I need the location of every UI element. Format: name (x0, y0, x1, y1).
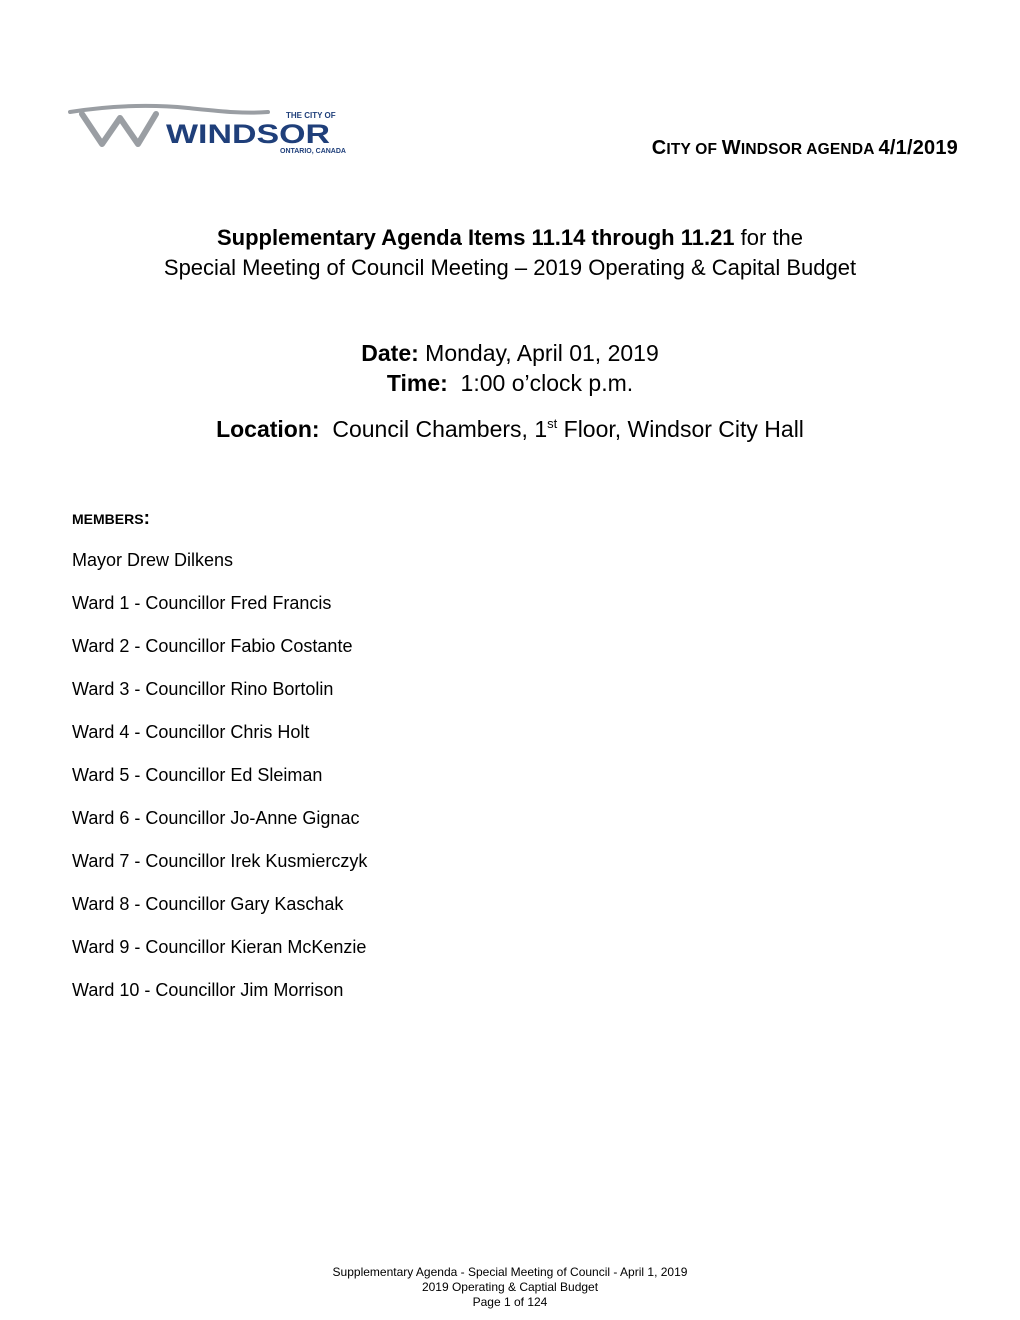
members-heading: MEMBERS: (72, 508, 150, 529)
location-value-a: Council Chambers, 1 (319, 416, 548, 442)
city-of-windsor-logo (68, 100, 346, 160)
members-list (72, 549, 367, 1022)
date-label: Date: (361, 340, 419, 366)
footer-page-number: Page 1 of 124 (472, 1295, 548, 1309)
meeting-date (0, 340, 1020, 367)
logo-swoosh-icon (70, 106, 268, 113)
meeting-time (0, 370, 1020, 397)
agenda-title-bold: Supplementary Agenda Items 11.14 through 11.21 (216, 225, 735, 250)
meeting-location (0, 416, 1020, 443)
logo-line1: THE CITY OF (286, 111, 336, 120)
member-item: Ward 4 - Councillor Chris Holt (72, 722, 310, 742)
member-item: Ward 2 - Councillor Fabio Costante (72, 636, 353, 656)
logo-line3: ONTARIO, CANADA (280, 148, 346, 155)
member-item: Ward 9 - Councillor Kieran McKenzie (72, 937, 367, 957)
time-label: Time: (386, 370, 448, 396)
windsor-logo-graphic (68, 100, 346, 160)
member-item: Ward 3 - Councillor Rino Bortolin (72, 679, 334, 699)
location-label: Location: (216, 416, 320, 442)
page-footer (0, 1265, 1020, 1310)
member-item: Ward 8 - Councillor Gary Kaschak (72, 894, 344, 914)
member-item: Mayor Drew Dilkens (72, 550, 234, 570)
member-item: Ward 10 - Councillor Jim Morrison (72, 980, 344, 1000)
agenda-subtitle: Special Meeting of Council Meeting – 2019 Operating & Capital Budget (163, 255, 857, 280)
logo-line2: WINDSOR (166, 119, 330, 149)
agenda-title (0, 225, 1020, 251)
location-value-b: Floor, Windsor City Hall (557, 416, 804, 442)
logo-w-mark-icon (82, 114, 156, 144)
footer-line1: Supplementary Agenda - Special Meeting of Council - April 1, 2019 (332, 1265, 688, 1279)
footer-line2: 2019 Operating & Captial Budget (421, 1280, 599, 1294)
agenda-header-title: CITY OF WINDSOR AGENDA 4/1/2019 (651, 137, 958, 159)
member-item: Ward 5 - Councillor Ed Sleiman (72, 765, 323, 785)
agenda-title-rest: for the (734, 225, 804, 250)
date-value: Monday, April 01, 2019 (418, 340, 659, 366)
member-item: Ward 6 - Councillor Jo-Anne Gignac (72, 808, 360, 828)
location-superscript: st (547, 416, 558, 431)
member-item: Ward 1 - Councillor Fred Francis (72, 593, 332, 613)
time-value: 1:00 o’clock p.m. (447, 370, 634, 396)
member-item: Ward 7 - Councillor Irek Kusmierczyk (72, 851, 368, 871)
